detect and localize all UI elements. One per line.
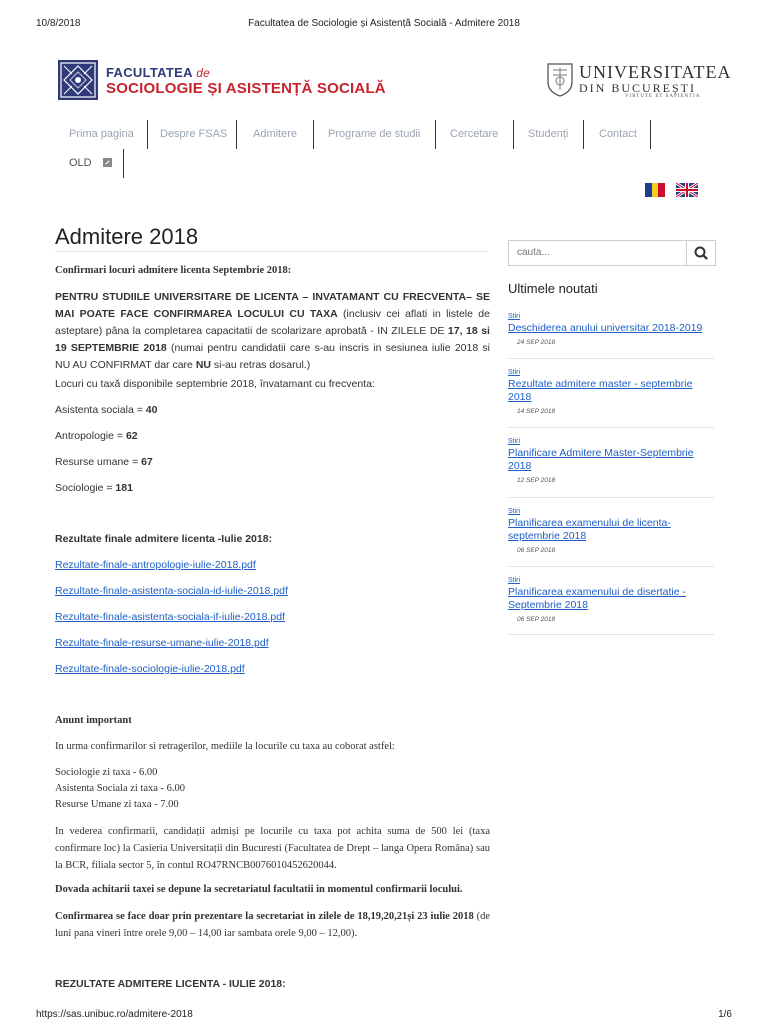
nav-item-studenti[interactable]: Studenți bbox=[528, 128, 569, 140]
external-link-icon bbox=[103, 158, 112, 167]
news-link[interactable]: Planificarea examenului de disertatie - Septembrie 2018 bbox=[508, 586, 687, 611]
search-button[interactable] bbox=[686, 241, 715, 265]
news-link[interactable]: Deschiderea anului universitar 2018-2019 bbox=[508, 322, 703, 334]
nav-item-programe[interactable]: Programe de studii bbox=[328, 128, 421, 140]
flag-romania-icon[interactable] bbox=[645, 183, 665, 197]
ub-logo[interactable] bbox=[545, 60, 732, 100]
sidebar-title: Ultimele noutati bbox=[508, 281, 598, 296]
nav-item-prima-pagina[interactable]: Prima pagina bbox=[69, 128, 134, 140]
nav-item-despre[interactable]: Despre FSAS bbox=[160, 128, 228, 140]
bottom-heading: REZULTATE ADMITERE LICENTA - IULIE 2018: bbox=[55, 978, 286, 990]
fsas-logo-line1: FACULTATEA de bbox=[106, 65, 211, 80]
nav-item-old[interactable]: OLD bbox=[69, 149, 112, 178]
news-category[interactable]: Stiri bbox=[508, 508, 521, 515]
ub-logo-line2: DIN BUCUREȘTI bbox=[579, 81, 697, 95]
news-item bbox=[508, 369, 714, 415]
news-date: 12 SEP 2018 bbox=[517, 477, 556, 484]
news-divider bbox=[508, 358, 714, 359]
confirm-paragraph: Confirmarea se face doar prin prezentare la secretariat in zilele de 18,19,20,21și 23 iulie 2018 (de luni pana vineri între orele 9,00 – 14,00 iar sambata orele 9,00 – 12,00). bbox=[55, 911, 490, 939]
results-link-resurse-umane[interactable]: Rezultate-finale-resurse-umane-iulie-2018.pdf bbox=[55, 637, 269, 649]
nav-divider bbox=[236, 120, 237, 149]
confirm-heading: Confirmari locuri admitere licenta Septembrie 2018: bbox=[55, 265, 292, 276]
news-divider bbox=[508, 566, 714, 567]
news-date: 24 SEP 2018 bbox=[517, 339, 556, 346]
news-link[interactable]: Planificarea examenului de licenta-septembrie 2018 bbox=[508, 517, 671, 542]
results-link-as-if[interactable]: Rezultate-finale-asistenta-sociala-if-iulie-2018.pdf bbox=[55, 611, 285, 623]
nav-item-contact[interactable]: Contact bbox=[599, 128, 637, 140]
news-item bbox=[508, 438, 714, 484]
page-title: Admitere 2018 bbox=[55, 224, 199, 249]
news-link[interactable]: Rezultate admitere master - septembrie 2018 bbox=[508, 378, 693, 403]
news-item bbox=[508, 508, 714, 554]
anunt-heading: Anunt important bbox=[55, 715, 132, 726]
news-divider bbox=[508, 634, 714, 635]
intro-paragraph: PENTRU STUDIILE UNIVERSITARE DE LICENTA – INVATAMANT CU FRECVENTA– SE MAI POATE FACE CONFIRMAREA LOCULUI CU TAXA (inclusiv cei aflati in listele de asteptare) pâna la completarea capacitatii de scolarizare aprobată - IN ZILELE DE 17, 18 si 19 SEPTEMBRIE 2018 (numai pentru candidatii care s-au inscris in sesiunea iulie 2018 si NU AU CONFIRMAT dar care NU si-au retras dosarul.) bbox=[55, 291, 490, 371]
news-date: 06 SEP 2018 bbox=[517, 616, 556, 623]
fsas-logo[interactable] bbox=[58, 60, 386, 100]
print-footer bbox=[0, 1006, 768, 1024]
nav-item-admitere[interactable]: Admitere bbox=[253, 128, 298, 140]
print-header bbox=[0, 0, 768, 30]
news-link[interactable]: Planificare Admitere Master-Septembrie 2018 bbox=[508, 447, 694, 472]
results-heading: Rezultate finale admitere licenta -Iulie 2018: bbox=[55, 533, 273, 545]
search-input[interactable] bbox=[509, 241, 685, 263]
medii-list bbox=[55, 765, 490, 813]
nav-divider bbox=[147, 120, 148, 149]
print-title: Facultatea de Sociologie și Asistență Socială - Admitere 2018 bbox=[248, 18, 520, 29]
news-divider bbox=[508, 497, 714, 498]
print-date: 10/8/2018 bbox=[36, 18, 81, 29]
print-page-number: 1/6 bbox=[718, 1009, 732, 1020]
nav-divider bbox=[313, 120, 314, 149]
results-link-sociologie[interactable]: Rezultate-finale-sociologie-iulie-2018.pdf bbox=[55, 663, 245, 675]
news-category[interactable]: Stiri bbox=[508, 313, 521, 320]
medii-item: Asistenta Sociala zi taxa - 6.00 bbox=[55, 783, 186, 794]
ub-logo-line1: UNIVERSITATEA bbox=[579, 62, 732, 82]
payment-paragraph: In vederea confirmarii, candidații admiși pe locurile cu taxa pot achita suma de 500 lei (taxa confirmare loc) la Casieria Universitații din Bucuresti (Facultatea de Drept – langa Opera Româna) sau la BCR, filiala sector 5, în contul RO47RNCB0076010452620044. bbox=[55, 826, 490, 871]
print-url: https://sas.unibuc.ro/admitere-2018 bbox=[36, 1009, 193, 1020]
ub-logo-motto: VIRTUTE ET SAPIENTIA bbox=[625, 94, 701, 99]
news-divider bbox=[508, 427, 714, 428]
dovada-paragraph: Dovada achitarii taxei se depune la secretariatul facultatii in momentul confirmarii locului. bbox=[55, 884, 463, 895]
anunt-text: In urma confirmarilor si retragerilor, mediile la locurile cu taxa au coborat astfel: bbox=[55, 741, 395, 752]
nav-divider bbox=[583, 120, 584, 149]
fsas-emblem-icon bbox=[58, 60, 98, 100]
nav-divider bbox=[123, 149, 124, 178]
medii-item: Resurse Umane zi taxa - 7.00 bbox=[55, 799, 179, 810]
news-category[interactable]: Stiri bbox=[508, 438, 521, 445]
news-date: 14 SEP 2018 bbox=[517, 408, 556, 415]
locuri-heading: Locuri cu taxă disponibile septembrie 2018, învatamant cu frecventa: bbox=[55, 378, 375, 390]
search-box bbox=[508, 240, 716, 266]
locuri-item: Antropologie = 62 bbox=[55, 430, 138, 442]
search-icon bbox=[687, 241, 715, 265]
news-item bbox=[508, 577, 714, 623]
locuri-item: Sociologie = 181 bbox=[55, 482, 133, 494]
nav-item-cercetare[interactable]: Cercetare bbox=[450, 128, 499, 140]
ub-crest-icon bbox=[545, 60, 575, 98]
results-link-as-id[interactable]: Rezultate-finale-asistenta-sociala-id-iulie-2018.pdf bbox=[55, 585, 288, 597]
nav-divider bbox=[513, 120, 514, 149]
locuri-item: Resurse umane = 67 bbox=[55, 456, 153, 468]
locuri-item: Asistenta sociala = 40 bbox=[55, 404, 158, 416]
fsas-logo-line2: SOCIOLOGIE ȘI ASISTENȚĂ SOCIALĂ bbox=[106, 80, 386, 97]
medii-item: Sociologie zi taxa - 6.00 bbox=[55, 767, 158, 778]
news-item bbox=[508, 313, 714, 346]
nav-divider bbox=[650, 120, 651, 149]
results-link-antropologie[interactable]: Rezultate-finale-antropologie-iulie-2018.pdf bbox=[55, 559, 256, 571]
title-divider bbox=[55, 251, 488, 252]
news-category[interactable]: Stiri bbox=[508, 369, 521, 376]
news-category[interactable]: Stiri bbox=[508, 577, 521, 584]
flag-uk-icon[interactable] bbox=[676, 183, 698, 197]
nav-divider bbox=[435, 120, 436, 149]
news-date: 06 SEP 2018 bbox=[517, 547, 556, 554]
